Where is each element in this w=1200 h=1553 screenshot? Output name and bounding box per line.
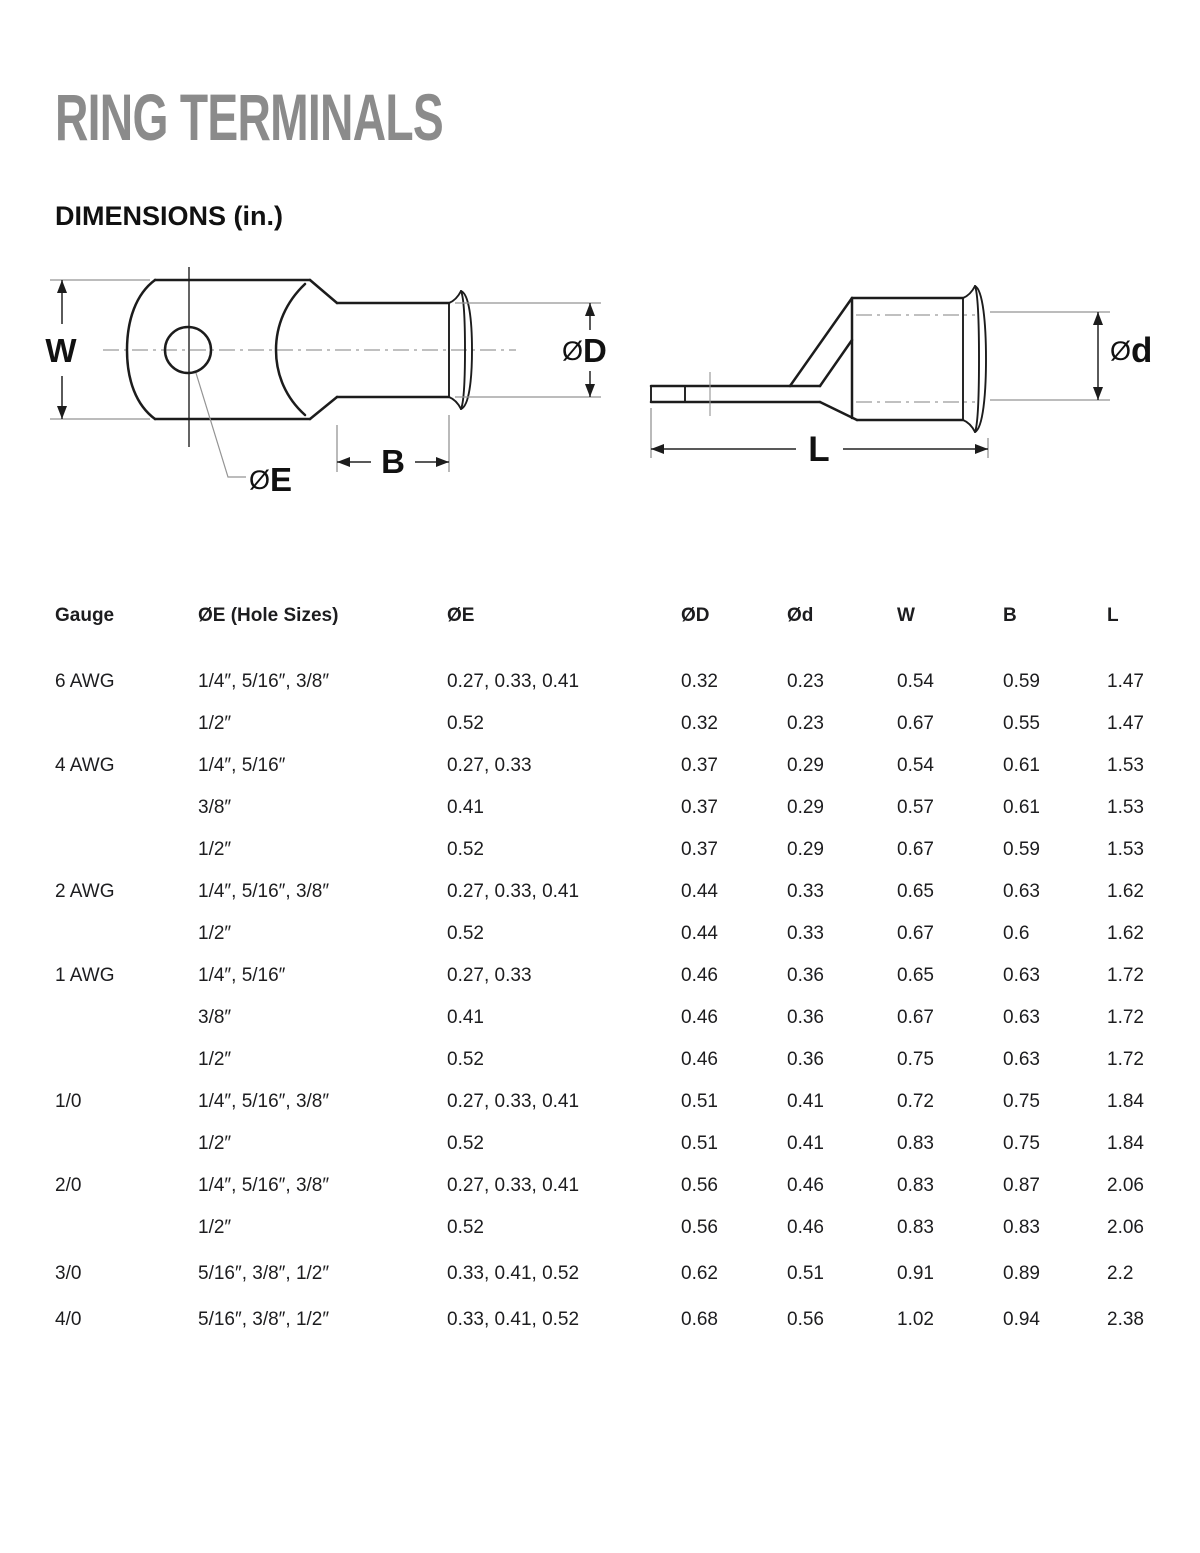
hole-sizes-cell: 3/8″ [198,1007,232,1028]
col-header-oe: ØE [447,605,475,626]
l-cell: 1.84 [1107,1133,1144,1154]
od-cell: 0.56 [681,1175,718,1196]
gauge-cell [55,1217,198,1239]
b-arrow-right [436,457,449,467]
w-cell: 0.75 [897,1049,934,1070]
l-cell: 1.47 [1107,713,1144,734]
od-small-cell: 0.41 [787,1133,824,1154]
hole-sizes-cell: 1/4″, 5/16″ [198,755,286,776]
dim-label-b: B [381,443,405,480]
dim-label-odl: d [1131,331,1153,370]
w-cell: 0.91 [897,1263,934,1284]
od-cell: 0.37 [681,797,718,818]
terminal-dimension-diagrams [0,245,1200,535]
gauge-cell [55,923,198,945]
od-cell: 0.46 [681,1007,718,1028]
w-arrow-up [57,280,67,293]
b-cell: 0.83 [1003,1217,1040,1238]
oe-cell: 0.33, 0.41, 0.52 [447,1309,580,1330]
hole-sizes-cell: 1/2″ [198,713,232,734]
oe-cell: 0.33, 0.41, 0.52 [447,1263,580,1284]
gauge-cell: 1 AWG [55,965,115,986]
oe-cell: 0.41 [447,797,484,818]
flare-lip-outer-side [975,286,986,432]
oe-cell: 0.27, 0.33, 0.41 [447,1175,580,1196]
hole-sizes-cell: 3/8″ [198,797,232,818]
oe-cell: 0.52 [447,1049,484,1070]
od-cell: 0.37 [681,755,718,776]
gauge-cell [55,1049,198,1071]
l-cell: 1.72 [1107,1049,1144,1070]
hole-sizes-cell: 5/16″, 3/8″, 1/2″ [198,1263,330,1284]
flare-bottom-curve-side [963,420,975,432]
oe-cell: 0.52 [447,1133,484,1154]
gauge-cell [55,839,198,861]
l-cell: 2.06 [1107,1217,1144,1238]
l-cell: 1.62 [1107,881,1144,902]
col-header-w: W [897,605,915,626]
b-cell: 0.75 [1003,1133,1040,1154]
table-row [55,839,1165,861]
l-cell: 2.38 [1107,1309,1144,1330]
oe-cell: 0.27, 0.33 [447,755,532,776]
col-header-hole-sizes: ØE (Hole Sizes) [198,605,339,626]
w-cell: 0.67 [897,713,934,734]
col-header-l: L [1107,605,1119,626]
page-subtitle: DIMENSIONS (in.) [55,201,283,231]
gauge-cell: 4 AWG [55,755,115,776]
od-small-cell: 0.36 [787,1007,824,1028]
l-cell: 1.53 [1107,755,1144,776]
l-cell: 2.06 [1107,1175,1144,1196]
ring-slant-top [310,280,337,303]
top-view-diagram [45,267,606,498]
od-cell: 0.32 [681,671,718,692]
od-cell: 0.56 [681,1217,718,1238]
hole-sizes-cell: 1/2″ [198,839,232,860]
gauge-cell: 6 AWG [55,671,115,692]
hole-sizes-cell: 1/4″, 5/16″, 3/8″ [198,1175,330,1196]
b-cell: 0.61 [1003,797,1040,818]
odl-arrow-up [1093,312,1103,325]
b-cell: 0.75 [1003,1091,1040,1112]
table-row [55,713,1165,735]
od-cell: 0.44 [681,881,718,902]
b-cell: 0.63 [1003,881,1040,902]
b-cell: 0.63 [1003,965,1040,986]
oe-cell: 0.27, 0.33, 0.41 [447,881,580,902]
ramp-top-edge [790,298,852,386]
od-small-cell: 0.51 [787,1263,824,1284]
l-cell: 1.47 [1107,671,1144,692]
w-cell: 0.72 [897,1091,934,1112]
od-arrow-down [585,384,595,397]
side-view-diagram [651,286,1152,469]
col-header-b: B [1003,605,1017,626]
table-row [55,1263,1165,1285]
oe-cell: 0.41 [447,1007,484,1028]
gauge-cell: 1/0 [55,1091,82,1112]
w-cell: 0.57 [897,797,934,818]
table-row [55,881,1165,903]
od-small-cell: 0.56 [787,1309,824,1330]
od-small-cell: 0.23 [787,671,824,692]
od-arrow-up [585,303,595,316]
oe-cell: 0.52 [447,1217,484,1238]
od-cell: 0.46 [681,965,718,986]
b-cell: 0.6 [1003,923,1030,944]
oe-cell: 0.27, 0.33, 0.41 [447,671,580,692]
table-row [55,1309,1165,1331]
flare-top-curve [449,291,461,303]
od-cell: 0.32 [681,713,718,734]
hole-sizes-cell: 5/16″, 3/8″, 1/2″ [198,1309,330,1330]
gauge-cell [55,1133,198,1155]
odl-diameter-symbol: Ø [1110,336,1132,366]
w-arrow-down [57,406,67,419]
table-row [55,1007,1165,1029]
flare-lip-inner-side [975,286,979,432]
table-row [55,671,1165,693]
dim-label-w: W [45,332,77,369]
od-cell: 0.44 [681,923,718,944]
b-cell: 0.94 [1003,1309,1040,1330]
hole-sizes-cell: 1/4″, 5/16″, 3/8″ [198,671,330,692]
od-cell: 0.51 [681,1091,718,1112]
gauge-cell: 3/0 [55,1263,82,1284]
od-diameter-symbol: Ø [562,336,584,366]
od-cell: 0.68 [681,1309,718,1330]
dimensions-table-body [55,671,1165,1331]
dim-label-od: D [583,332,607,369]
hole-sizes-cell: 1/4″, 5/16″ [198,965,286,986]
col-header-od: ØD [681,605,710,626]
l-arrow-left [651,444,664,454]
w-cell: 0.67 [897,1007,934,1028]
gauge-cell [55,797,198,819]
l-arrow-right [975,444,988,454]
hole-sizes-cell: 1/4″, 5/16″, 3/8″ [198,881,330,902]
table-row [55,1217,1165,1239]
od-small-cell: 0.46 [787,1217,824,1238]
w-cell: 1.02 [897,1309,934,1330]
w-cell: 0.67 [897,839,934,860]
w-cell: 0.83 [897,1175,934,1196]
b-cell: 0.55 [1003,713,1040,734]
hole-sizes-cell: 1/2″ [198,1133,232,1154]
b-cell: 0.63 [1003,1049,1040,1070]
hole-sizes-cell: 1/2″ [198,1049,232,1070]
b-cell: 0.63 [1003,1007,1040,1028]
oe-cell: 0.52 [447,839,484,860]
od-small-cell: 0.29 [787,797,824,818]
b-cell: 0.61 [1003,755,1040,776]
oe-diameter-symbol: Ø [249,465,271,495]
hole-sizes-cell: 1/2″ [198,923,232,944]
od-small-cell: 0.29 [787,839,824,860]
l-cell: 2.2 [1107,1263,1134,1284]
b-cell: 0.59 [1003,671,1040,692]
b-cell: 0.59 [1003,839,1040,860]
b-arrow-left [337,457,350,467]
dimensions-table [55,604,1165,1351]
od-cell: 0.46 [681,1049,718,1070]
w-cell: 0.65 [897,965,934,986]
b-cell: 0.87 [1003,1175,1040,1196]
table-row [55,1091,1165,1113]
col-header-gauge: Gauge [55,605,115,626]
oe-cell: 0.27, 0.33 [447,965,532,986]
table-row [55,965,1165,987]
flare-top-curve-side [963,286,975,298]
dim-label-oe: E [270,461,293,498]
od-small-cell: 0.36 [787,965,824,986]
od-cell: 0.37 [681,839,718,860]
od-cell: 0.51 [681,1133,718,1154]
oe-cell: 0.27, 0.33, 0.41 [447,1091,580,1112]
gauge-cell: 4/0 [55,1309,82,1330]
l-cell: 1.72 [1107,965,1144,986]
w-cell: 0.83 [897,1217,934,1238]
hole-sizes-cell: 1/4″, 5/16″, 3/8″ [198,1091,330,1112]
ring-slant-bottom [310,397,337,419]
w-cell: 0.54 [897,671,934,692]
page-title: RING TERMINALS [55,80,444,154]
flare-bottom-curve [449,397,461,409]
oe-cell: 0.52 [447,923,484,944]
ramp-inner-edge [820,340,852,386]
l-cell: 1.84 [1107,1091,1144,1112]
gauge-cell [55,713,198,735]
od-small-cell: 0.33 [787,923,824,944]
table-header-row [55,604,1165,628]
table-row [55,755,1165,777]
table-row [55,1175,1165,1197]
gauge-cell: 2 AWG [55,881,115,902]
od-small-cell: 0.29 [787,755,824,776]
odl-arrow-down [1093,387,1103,400]
l-cell: 1.53 [1107,797,1144,818]
od-small-cell: 0.46 [787,1175,824,1196]
w-cell: 0.67 [897,923,934,944]
w-cell: 0.65 [897,881,934,902]
gauge-cell: 2/0 [55,1175,82,1196]
table-row [55,797,1165,819]
dim-label-l: L [808,430,830,469]
od-small-cell: 0.33 [787,881,824,902]
oe-cell: 0.52 [447,713,484,734]
col-header-od-small: Ød [787,605,814,626]
l-cell: 1.62 [1107,923,1144,944]
l-cell: 1.53 [1107,839,1144,860]
table-row [55,1049,1165,1071]
l-cell: 1.72 [1107,1007,1144,1028]
od-cell: 0.62 [681,1263,718,1284]
w-cell: 0.83 [897,1133,934,1154]
table-row [55,923,1165,945]
w-cell: 0.54 [897,755,934,776]
b-cell: 0.89 [1003,1263,1040,1284]
gauge-cell [55,1007,198,1029]
oe-leader-line [196,373,246,477]
hole-sizes-cell: 1/2″ [198,1217,232,1238]
od-small-cell: 0.36 [787,1049,824,1070]
table-row [55,1133,1165,1155]
od-small-cell: 0.41 [787,1091,824,1112]
od-small-cell: 0.23 [787,713,824,734]
